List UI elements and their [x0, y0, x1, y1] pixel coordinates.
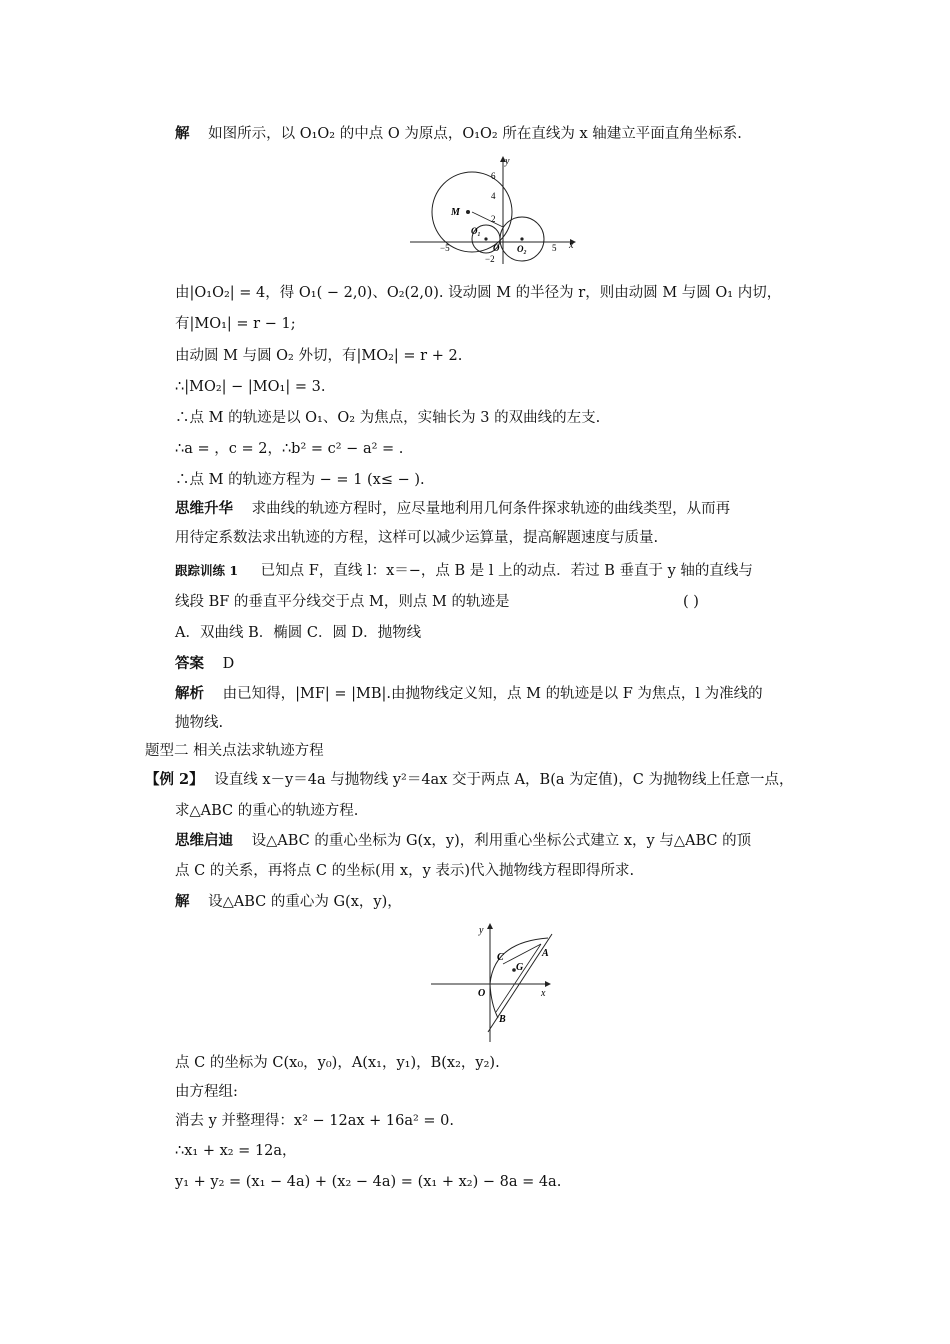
label-O2: O₂ [517, 244, 527, 254]
example-text-2: 求△ABC 的重心的轨迹方程. [175, 803, 359, 819]
label-O1: O₁ [471, 226, 481, 236]
x-axis-label: x [569, 240, 574, 251]
y-axis-label: y [479, 925, 484, 936]
label-M: M [451, 207, 460, 218]
analysis-text-1: 由已知得，|MF| = |MB|.由抛物线定义知，点 M 的轨迹是以 F 为焦点，l 为准线的 [222, 686, 763, 702]
text-line: ∴x₁ + x₂ = 12a， [175, 1143, 297, 1159]
label-C: C [497, 952, 504, 963]
analysis-line-1 [175, 684, 763, 704]
summary-line-2: 用待定系数法求出轨迹的方程，这样可以减少运算量，提高解题速度与质量. [175, 530, 659, 546]
analysis-text-2: 抛物线. [175, 715, 224, 731]
text-line: 由方程组: [175, 1084, 238, 1100]
analysis-label: 解析 [175, 685, 204, 702]
text-line: ∴|MO₂| − |MO₁| = 3. [175, 379, 326, 395]
example-label: 【例 2】 [145, 771, 204, 788]
dot-M [466, 210, 470, 214]
answer-label: 答案 [175, 655, 204, 672]
x-tick-5: 5 [552, 243, 557, 253]
practice-text-1: 已知点 F，直线 l：x＝−，点 B 是 l 上的动点．若过 B 垂直于 y 轴的直线与 [260, 563, 753, 579]
y-tick-neg2: −2 [485, 254, 495, 264]
label-A: A [542, 948, 549, 959]
solution-intro: 如图所示，以 O₁O₂ 的中点 O 为原点，O₁O₂ 所在直线为 x 轴建立平面直角坐标系. [208, 126, 742, 142]
practice-line-1 [175, 561, 753, 581]
answer-line [175, 654, 234, 674]
text-line: ∴a = ，c = 2，∴b² = c² − a² = . [175, 441, 404, 457]
figure-parabola [428, 920, 558, 1044]
example-line-1 [145, 770, 793, 790]
text-line: 由|O₁O₂| = 4，得 O₁( − 2,0)、O₂(2,0). 设动圆 M 的半径为 r，则由动圆 M 与圆 O₁ 内切， [175, 285, 782, 301]
label-O: O [493, 243, 500, 253]
x-axis-label: x [541, 988, 546, 999]
solution2-text: 设△ABC 的重心为 G(x，y)， [208, 894, 402, 910]
practice-options: A．双曲线 B．椭圆 C．圆 D．抛物线 [175, 625, 422, 641]
hint-text-2: 点 C 的关系，再将点 C 的坐标(用 x，y 表示)代入抛物线方程即得所求. [175, 863, 635, 879]
solution-label: 解 [175, 125, 190, 142]
solution-line-1 [175, 124, 742, 144]
y-tick-6: 6 [491, 171, 496, 181]
text-line: 消去 y 并整理得：x² − 12ax + 16a² = 0. [175, 1113, 455, 1129]
parabola-curve [490, 938, 548, 1018]
solution2-label: 解 [175, 893, 190, 910]
text-line: ∴点 M 的轨迹是以 O₁、O₂ 为焦点，实轴长为 3 的双曲线的左支. [175, 410, 601, 426]
hint-text-1: 设△ABC 的重心坐标为 G(x，y)，利用重心坐标公式建立 x，y 与△ABC 的顶 [251, 833, 752, 849]
answer-bracket: ( ) [683, 594, 699, 610]
summary-line-1 [175, 499, 730, 519]
text-line: ∴点 M 的轨迹方程为 − = 1 (x≤ − ). [175, 472, 425, 488]
text-line: 由动圆 M 与圆 O₂ 外切，有|MO₂| = r + 2. [175, 348, 463, 364]
text-line: 点 C 的坐标为 C(x₀，y₀)，A(x₁，y₁)，B(x₂，y₂). [175, 1055, 500, 1071]
summary-label: 思维升华 [175, 500, 233, 517]
y-axis-label: y [505, 156, 510, 167]
dot-O1 [484, 237, 487, 240]
figure-circles [405, 152, 585, 272]
label-B: B [499, 1014, 506, 1025]
section-heading: 题型二 相关点法求轨迹方程 [145, 743, 324, 759]
text-line: y₁ + y₂ = (x₁ − 4a) + (x₂ − 4a) = (x₁ + x₂) − 8a = 4a. [175, 1174, 562, 1190]
y-tick-4: 4 [491, 191, 496, 201]
summary-text-1: 求曲线的轨迹方程时，应尽量地利用几何条件探求轨迹的曲线类型，从而再 [251, 501, 731, 517]
text-line: 有|MO₁| = r − 1; [175, 316, 296, 332]
x-tick-neg5: −5 [440, 243, 450, 253]
practice-text-2: 线段 BF 的垂直平分线交于点 M，则点 M 的轨迹是 [175, 594, 510, 610]
y-tick-2: 2 [491, 214, 496, 224]
hint-line-1 [175, 831, 751, 851]
label-G: G [516, 962, 524, 973]
practice-label: 跟踪训练 1 [175, 563, 239, 578]
label-O: O [478, 988, 486, 999]
dot-O2 [520, 237, 523, 240]
answer-value: D [222, 656, 235, 672]
solution2-line [175, 892, 402, 912]
example-text-1: 设直线 x－y＝4a 与抛物线 y²＝4ax 交于两点 A，B(a 为定值)，C 为抛物线上任意一点， [214, 772, 794, 788]
hint-label: 思维启迪 [175, 832, 233, 849]
